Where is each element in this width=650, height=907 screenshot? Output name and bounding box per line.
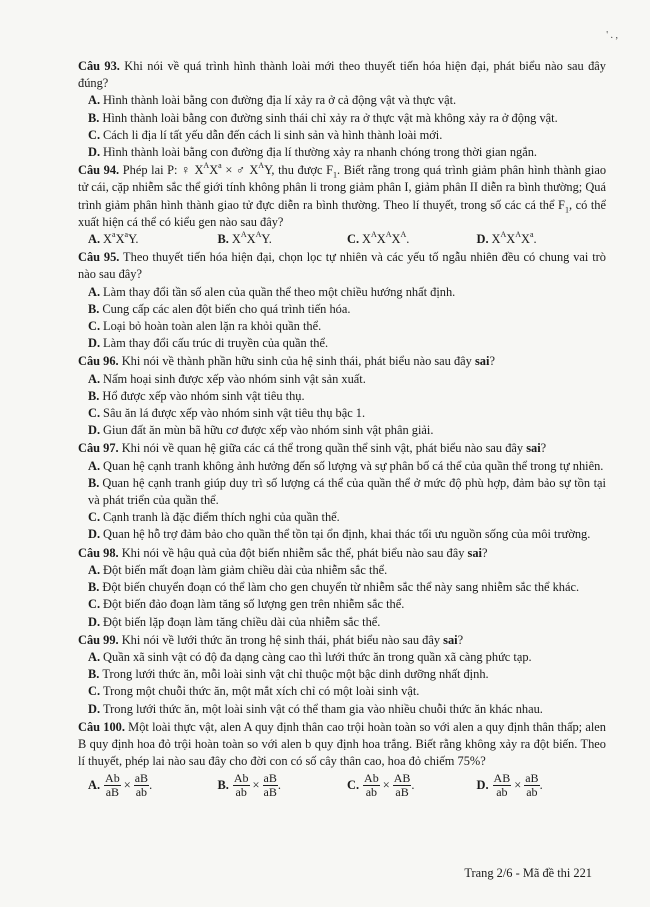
question-stem: Câu 97. Khi nói về quan hệ giữa các cá thể trong quần thể sinh vật, phát biểu nào sau đây sai? (78, 441, 547, 456)
option-a: A. Quần xã sinh vật có độ đa dạng càng cao thì lưới thức ăn trong quần xã càng phức tạp. (88, 649, 532, 664)
option-b: B. Cung cấp các alen đột biến cho quá trình tiến hóa. (88, 301, 351, 316)
stem-text: Khi nói về quá trình hình thành loài mới theo thuyết tiến hóa hiện đại, phát biểu nào sau đây đúng? (78, 59, 606, 91)
question-stem: Câu 99. Khi nói về lưới thức ăn trong hệ sinh thái, phát biểu nào sau đây sai? (78, 632, 464, 647)
question-stem: Câu 98. Khi nói về hậu quả của đột biến nhiễm sắc thể, phát biểu nào sau đây sai? (78, 545, 488, 560)
option-c: C. Cạnh tranh là đặc điểm thích nghi của quần thể. (88, 510, 340, 525)
question-stem: Câu 96. Khi nói về thành phần hữu sinh của hệ sinh thái, phát biểu nào sau đây sai? (78, 354, 495, 369)
option-b: B. Hổ được xếp vào nhóm sinh vật tiêu thụ. (88, 388, 305, 403)
options-row (78, 772, 606, 799)
option-a: A. Quan hệ cạnh tranh không ảnh hưởng đến số lượng và sự phân bố cá thể của quần thể trong tự nhiên. (88, 458, 604, 473)
genotype-fraction: $\frac{AB}{aB}$ (393, 771, 411, 800)
options-row (78, 231, 606, 248)
genotype-fraction: $\frac{Ab}{ab}$ (364, 771, 379, 800)
question-number: Câu 99. (78, 632, 119, 647)
option-c: C. Loại bỏ hoàn toàn alen lặn ra khỏi quần thể. (88, 319, 322, 334)
option-a: A. Nấm hoại sinh được xếp vào nhóm sinh vật sản xuất. (88, 371, 366, 386)
genotype-fraction: $\frac{aB}{ab}$ (134, 771, 149, 800)
option-b: B. Quan hệ cạnh tranh giúp duy trì số lượng cá thể của quần thể ở mức độ phù hợp, đảm bảo sự tồn tại và phát triển của quần thể. (88, 475, 606, 508)
option-b: B. Đột biến chuyển đoạn có thể làm cho gen chuyển từ nhiễm sắc thể này sang nhiễm sắc thể khác. (88, 580, 580, 595)
genotype-fraction: $\frac{AB}{ab}$ (493, 771, 511, 800)
question-97 (78, 440, 606, 543)
corner-mark: ' . , (606, 30, 618, 41)
option-a: A. Hình thành loài bằng con đường địa lí xảy ra ở cả động vật và thực vật. (88, 93, 457, 108)
option-c: C. Cách li địa lí tất yếu dẫn đến cách li sinh sản và hình thành loài mới. (88, 127, 443, 142)
exam-page (78, 58, 606, 800)
genotype-fraction: $\frac{Ab}{aB}$ (105, 771, 120, 800)
option-c: C. Sâu ăn lá được xếp vào nhóm sinh vật tiêu thụ bậc 1. (88, 406, 366, 421)
question-98 (78, 545, 606, 631)
question-94 (78, 162, 606, 248)
question-stem: Câu 100. Một loài thực vật, alen A quy định thân cao trội hoàn toàn so với alen a quy định thân thấp; alen B quy định hoa đỏ trội hoàn toàn so với alen b quy định hoa trắng. Biết rằng không xảy ra đột biến. Theo lí thuyết, phép lai nào sau đây cho đời con có số cây thân cao, hoa đỏ chiếm 75%? (78, 719, 606, 769)
option-c: C. $X^AX^AX^A$. (347, 229, 410, 247)
question-93 (78, 58, 606, 161)
option-d: D. $X^AX^AX^a$. (476, 229, 537, 247)
question-number: Câu 95. (78, 250, 120, 265)
question-number: Câu 96. (78, 354, 119, 369)
option-b: B. $\frac{Ab}{ab}$ × $\frac{aB}{aB}$ . (217, 771, 281, 800)
question-stem: Câu 94. Phép lai P: ♀ $X^AX^a$ × ♂ $X^AY$, thu được $F_1$. Biết rằng trong quá trình giảm phân hình thành giao tử cái, cặp nhiễm sắc thể giới tính không phân li trong giảm phân I, giảm phân II diễn ra bình thường; Quá trình giảm phân hình thành giao tử đực diễn ra bình thường. Theo lí thuyết, trong số các cá thể $F_1$, có thể xuất hiện cá thể có kiểu gen nào sau đây? (78, 161, 607, 229)
option-c: C. $\frac{Ab}{ab}$ × $\frac{AB}{aB}$ . (347, 771, 415, 800)
option-a: A. $X^aX^aY$. (88, 229, 139, 247)
option-d: D. $\frac{AB}{ab}$ × $\frac{aB}{ab}$ . (476, 771, 543, 800)
option-d: D. Hình thành loài bằng con đường địa lí thường xảy ra nhanh chóng trong thời gian ngắn. (88, 145, 538, 160)
question-stem: Câu 95. Theo thuyết tiến hóa hiện đại, chọn lọc tự nhiên và các yếu tố ngẫu nhiên đều có chung vai trò nào sau đây? (78, 250, 606, 282)
option-a: A. $\frac{Ab}{aB}$ × $\frac{aB}{ab}$ . (88, 771, 153, 800)
question-stem (78, 58, 606, 92)
option-a: A. Đột biến mất đoạn làm giảm chiều dài của nhiễm sắc thể. (88, 562, 388, 577)
question-number: Câu 97. (78, 441, 119, 456)
genotype-fraction: $\frac{Ab}{ab}$ (233, 771, 249, 800)
option-c: C. Đột biến đảo đoạn làm tăng số lượng gen trên nhiễm sắc thể. (88, 597, 405, 612)
genotype-fraction: $\frac{aB}{ab}$ (525, 771, 539, 800)
question-99 (78, 632, 606, 718)
option-a: A. Làm thay đổi tần số alen của quần thể theo một chiều hướng nhất định. (88, 284, 456, 299)
question-95 (78, 249, 606, 352)
question-number: Câu 100. (78, 719, 125, 734)
page-footer: Trang 2/6 - Mã đề thi 221 (464, 866, 592, 880)
option-b: B. Trong lưới thức ăn, mỗi loài sinh vật chỉ thuộc một bậc dinh dưỡng nhất định. (88, 667, 489, 682)
option-b: B. $X^AX^AY$. (217, 229, 272, 247)
option-d: D. Đột biến lặp đoạn làm tăng chiều dài của nhiễm sắc thể. (88, 614, 381, 629)
question-number: Câu 98. (78, 545, 119, 560)
question-number: Câu 94. (78, 163, 120, 178)
option-c: C. Trong một chuỗi thức ăn, một mắt xích chỉ có một loài sinh vật. (88, 684, 420, 699)
option-d: D. Trong lưới thức ăn, một loài sinh vật có thể tham gia vào nhiều chuỗi thức ăn khác nhau. (88, 701, 543, 716)
option-d: D. Làm thay đổi cấu trúc di truyền của quần thể. (88, 336, 329, 351)
question-number: Câu 93. (78, 59, 120, 73)
option-d: D. Giun đất ăn mùn bã hữu cơ được xếp vào nhóm sinh vật phân giải. (88, 423, 434, 438)
option-d: D. Quan hệ hỗ trợ đảm bảo cho quần thể tồn tại ổn định, khai thác tối ưu nguồn sống của môi trường. (88, 527, 591, 542)
option-b: B. Hình thành loài bằng con đường sinh thái chỉ xảy ra ở thực vật mà không xảy ra ở động vật. (88, 110, 558, 125)
genotype-fraction: $\frac{aB}{aB}$ (263, 771, 277, 800)
question-96 (78, 353, 606, 439)
question-100 (78, 719, 606, 800)
